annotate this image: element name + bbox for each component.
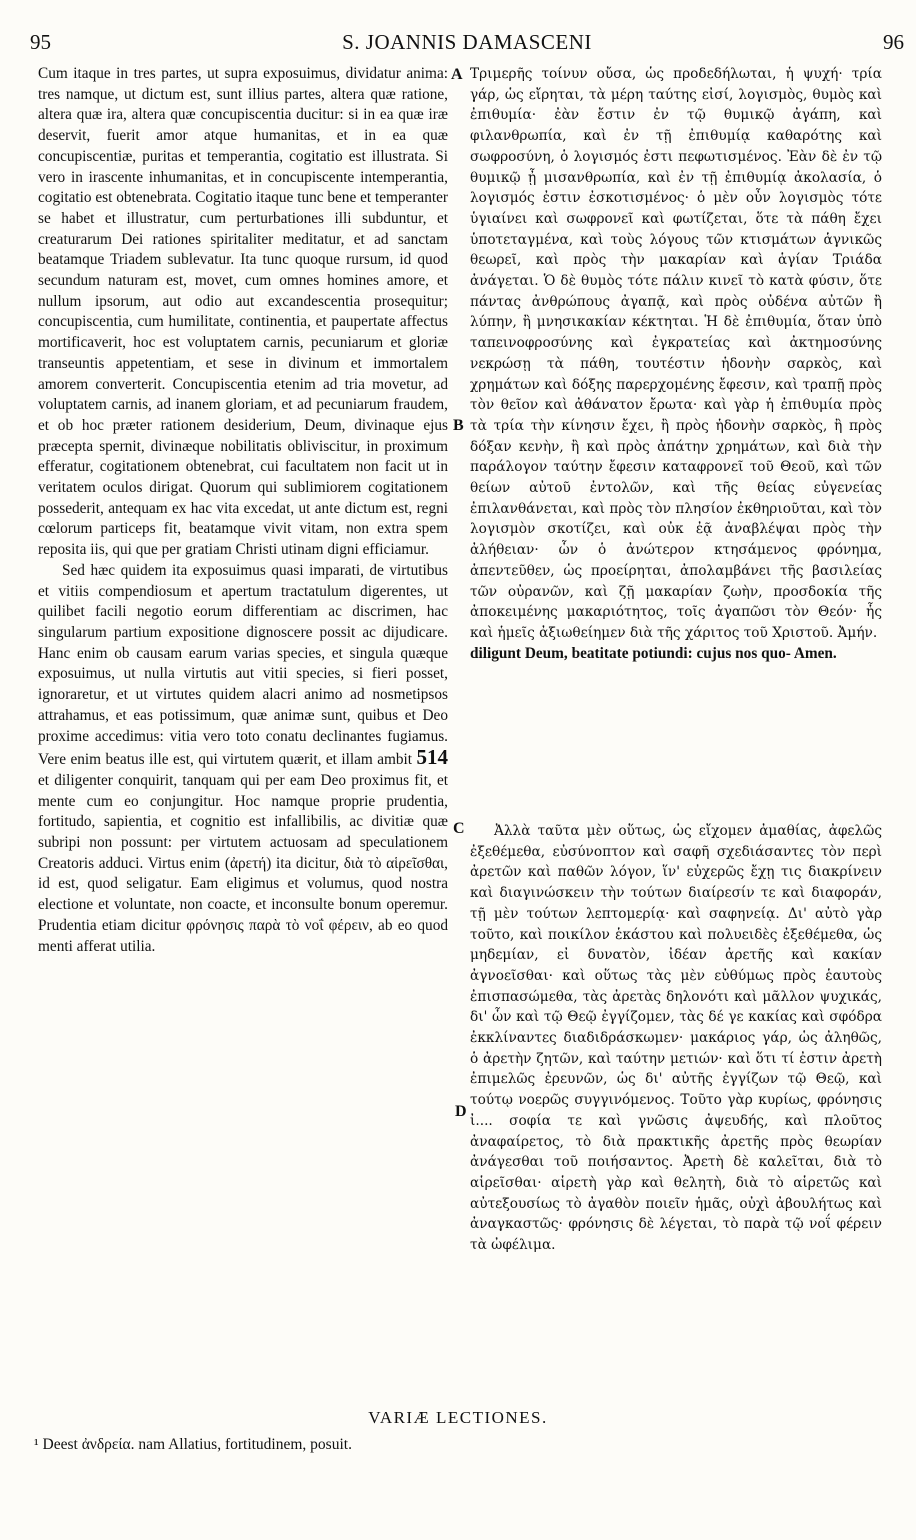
latin-paragraph-1-text: Cum itaque in tres partes, ut supra exposuimus, dividatur anima: tres namque, ut dictum est, sunt illius partes, altera quæ ratione, altera quæ ira, altera quæ concupiscentia ducitur: si in ea quæ iræ deservit, fuerit amor atque humanitas, et in ea quæ concupiscentiæ, puritas et temperantia, cogitatio est illustrata. Si vero in irascente inhumanitas, et in concupiscente intemperantia, cogitatio est obtenebrata. Cogitatio itaque tunc bene et temperanter se habet et illustratur, cum perturbationes illi subduntur, et creaturarum Dei rationes spiritaliter meditatur, et ad sanctam beatamque Triadem sublevatur. Ita tunc quoque rursum, id quod secundum naturam est, movet, cum omnes homines amore, et nullum ipsorum, aut odio aut excandescentia prosequitur; concupiscentia, cum humilitate, continentia, et paupertate affectus mortificaverit, hoc est voluptatem carnis, pecuniarum et gloriæ transeuntis appetentiam, et sese in divinum et immortalem amorem converterit. Concupiscentia etenim ad tria movetur, ad voluptatem carnis, ad inanem gloriam, et ad pecuniarum fraudem, et ob hoc præter rationem desiderium, Deum, divinaque ejus præcepta spernit, divinæque nobilitatis obliviscitur, in proximum efferatur, cogitationem obtenebrat, cui facultatem non facit ut in veritatem oculos dirigat. Quorum qui sublimiorem cogitationem possederit, antequam ex hac vita excedat, ut ante dictum est, regni cœlorum particeps fit, beatamque vivit vitam, non extra spem reposita iis, qui [38, 65, 448, 559]
margin-letter-d: D [455, 1103, 467, 1120]
latin-paragraph-2a: Sed hæc quidem ita exposuimus quasi imparati, de virtutibus et vitiis compendiosum et apertum tractatulum digerentes, ut quilibet facili negotio eorum differentiam ac discrimen, hac singularum partium expositione dignoscere possit ac dijudicare. Hanc enim ob causam earum varias species, et singula quæque exposuimus, ut nulla virtutis aut vitii species, si fieri posset, ignoraretur, et ut virtutes quidem alacri animo ad nosmetipsos attrahamus, et eas potissimum, quæ animæ sunt, quibus et Deo proxime accedimus: vitia vero toto conatu declinantes fugiamus. Vere enim beatus ille est, qui virtutem quærit, et illam ambit [38, 561, 448, 769]
greek-column-latin-tail: diligunt Deum, beatitate potiundi: cujus nos quo- Amen. [470, 644, 837, 662]
latin-paragraph-2b: et diligenter conquirit, tanquam qui per eam Deo proximus fit, et mente cum eo conjungitur. Hoc namque proprie prudentia, fortitudo, sapientia, et cognitio est infallibilis, ac divitiæ quæ subripi non possunt: per virtutem actuosam ad speculationem Creatoris adduci. Virtus enim (ἀρετή) ita dicitur, διὰ τὸ αἱρεῖσθαι, id est, quod seligatur. Eam eligimus et volumus, quod nostra electione et voluntate, non coacte, et inconsulte bonum operemur. Prudentia etiam dicitur φρόνησις παρὰ τὸ νοΐ φέρειν, ab eo quod menti afferat utilia. [38, 771, 448, 955]
greek-paragraph-2: Ἀλλὰ ταῦτα μὲν οὕτως, ὡς εἴχομεν ἀμαθίας, ἀφελῶς ἐξεθέμεθα, εὐσύνοπτον καὶ σαφῆ σχεδιάσαντες τὸν περὶ ἀρετῶν καὶ παθῶν λόγον, ἵν' εὐχερῶς ἔχῃ τις διακρίνειν καὶ διαγινώσκειν τὴν τούτων διαίρεσίν τε καὶ διαφοράν, τῇ μὲν τούτων λεπτομερίᾳ· καὶ σαφηνείᾳ. Δι' αὐτὸ γὰρ τοῦτο, καὶ ποικίλον ἑκάστου καὶ πολυειδὲς ἐξεθέμεθα, ὡς μηδεμίαν, εἰ δυνατὸν, ἰδέαν ἀρετῆς καὶ κακίαν ἀγνοεῖσθαι· καὶ οὕτως τὰς μὲν εὐθύμως πρὸς ἑαυτοὺς ἐπισπασώμεθα, τὰς ἀρετὰς δηλονότι καὶ μᾶλλον ψυχικάς, δι' ὧν καὶ τῷ Θεῷ ἐγγίζομεν, τὰς δέ γε κακίας καὶ σφόδρα ἐκκλίναντες διαδιδράσκωμεν· μακάριος γάρ, ὡς ἀληθῶς, ὁ ἀρετὴν ζητῶν, καὶ ταύτην μετιών· καὶ ὅτι τί ἐστιν ἀρετὴ ἐπιμελῶς ἐρευνῶν, ὡς δι' αὐτῆς ἐγγίζων τῷ Θεῷ, καὶ τούτῳ νοερῶς συγγινόμενος. Τοῦτο γὰρ κυρίως, φρόνησις ἰ.... σοφία τε καὶ γνῶσις ἀψευδής, καὶ πλοῦτος ἀναφαίρετος, τὸ διὰ πρακτικῆς ἀρετῆς πρὸς θεωρίαν ἀνάγεσθαι τοῦ ποιήσαντος. Ἀρετὴ δὲ καλεῖται, διὰ τὸ αἱρεῖσθαι· αἱρετὴ γὰρ καὶ θελητὴ, διὰ τὸ αἱρετῶς καὶ αὐτεξουσίως τὸ ἀγαθὸν ποιεῖν ἡμᾶς, οὐχὶ ἀβουλήτως καὶ ἀναγκαστῶς· φρόνησις δὲ λέγεται, τὸ παρὰ τῷ νοΐ φέρειν τὰ ὠφέλιμα. [470, 823, 882, 1254]
greek-column [470, 64, 882, 1254]
column-number-514: 514 [416, 745, 448, 770]
latin-paragraph-2 [38, 561, 448, 957]
running-title: S. JOANNIS DAMASCENI [342, 30, 592, 54]
latin-paragraph-1 [38, 64, 448, 561]
margin-letter-a: A [451, 66, 463, 83]
page-number-right: 96 [883, 30, 904, 54]
margin-letter-b: B [453, 417, 464, 434]
page-header [30, 30, 904, 60]
footnote: ¹ Deest ἀνδρεία. nam Allatius, fortitudinem, posuit. [34, 1436, 352, 1453]
greek-paragraph-1: Τριμερῆς τοίνυν οὔσα, ὡς προδεδήλωται, ἡ ψυχή· τρία γάρ, ὡς εἴρηται, τὰ μέρη ταύτης εἰσί, λογισμὸς, θυμὸς καὶ ἐπιθυμία· ἐὰν ἔστιν ἐν τῷ θυμικῷ ἀγάπη, καὶ φιλανθρωπία, καὶ ἐν τῇ ἐπιθυμίᾳ καθαρότης καὶ σωφροσύνη, ὁ λογισμός ἐστι πεφωτισμένος. Ἐὰν δὲ ἐν τῷ θυμικῷ ᾖ μισανθρωπία, καὶ ἐν τῇ ἐπιθυμίᾳ ἀκολασία, ὁ λογισμός ἐστιν ἐσκοτισμένος· ὁ μὲν οὖν λογισμὸς τότε ὑγιαίνει καὶ σωφρονεῖ καὶ φωτίζεται, ὅτε τὰ πάθη ἔχει ὑποτεταγμένα, καὶ τοὺς λόγους τῶν κτισμάτων ἁγνικῶς θεωρεῖ, καὶ πρὸς τὴν μακαρίαν καὶ ἁγίαν Τριάδα ἀνάγεται. Ὁ δὲ θυμὸς τότε πάλιν κινεῖ τὸ κατὰ φύσιν, ὅτε πάντας ἀνθρώπους ἀγαπᾷ, καὶ πρὸς οὐδένα αὐτῶν ἢ λύπην, ἢ μνησικακίαν κέκτηται. Ἡ δὲ ἐπιθυμία, ὅταν ὑπὸ ταπεινοφροσύνης καὶ ἐγκρατείας καὶ ἀκτημοσύνης νεκρώσῃ τὰ πάθη, τουτέστιν ἡδονὴν σαρκὸς, καὶ χρημάτων καὶ δόξης παρερχομένης ἔφεσιν, καὶ τραπῇ πρὸς τὸν θεῖον καὶ ἀθάνατον ἔρωτα· καὶ γὰρ ἡ ἐπιθυμία πρὸς τὰ τρία τὴν κίνησιν ἔχει, ἢ πρὸς ἡδονὴν σαρκὸς, ἢ πρὸς δόξαν κενὴν, ἢ καὶ πρὸς ἀπάτην χρημάτων, καὶ διὰ τὴν παράλογον ταύτην ἔφεσιν καταφρονεῖ τοῦ Θεοῦ, καὶ τῶν θείων αὐτοῦ ἐντολῶν, καὶ τῆς θείας εὐγενείας ἐπιλανθάνεται, καὶ πρὸς τὸν πλησίον ἐκθηριοῦται, καὶ τὸν λογισμὸν σκοτίζει, καὶ οὐκ ἐᾷ ἀναβλέψαι πρὸς τὴν ἀλήθειαν· ὧν ὁ ἀνώτερον κτησάμενος φρόνημα, ἀπεντεῦθεν, ὡς προείρηται, ἀπολαμβάνει τῆς βασιλείας τῶν οὐρανῶν, καὶ ζῇ μακαρίαν ζωὴν, προσδοκία τῆς ἀποκειμένης μακαριότητος, τοῖς ἀγαπῶσι τὸν Θεόν· ἧς καὶ ἡμεῖς ἀξιωθείημεν διὰ τῆς χάριτος τοῦ Χριστοῦ. Ἀμήν. [470, 66, 882, 641]
margin-letter-c: C [453, 820, 465, 837]
latin-column [38, 64, 448, 957]
latin-paragraph-1-tail: que per gratiam Christi utinam digni efficiamur. [135, 541, 429, 559]
page-number-left: 95 [30, 30, 51, 54]
variae-lectiones-heading: VARIÆ LECTIONES. [368, 1408, 548, 1427]
